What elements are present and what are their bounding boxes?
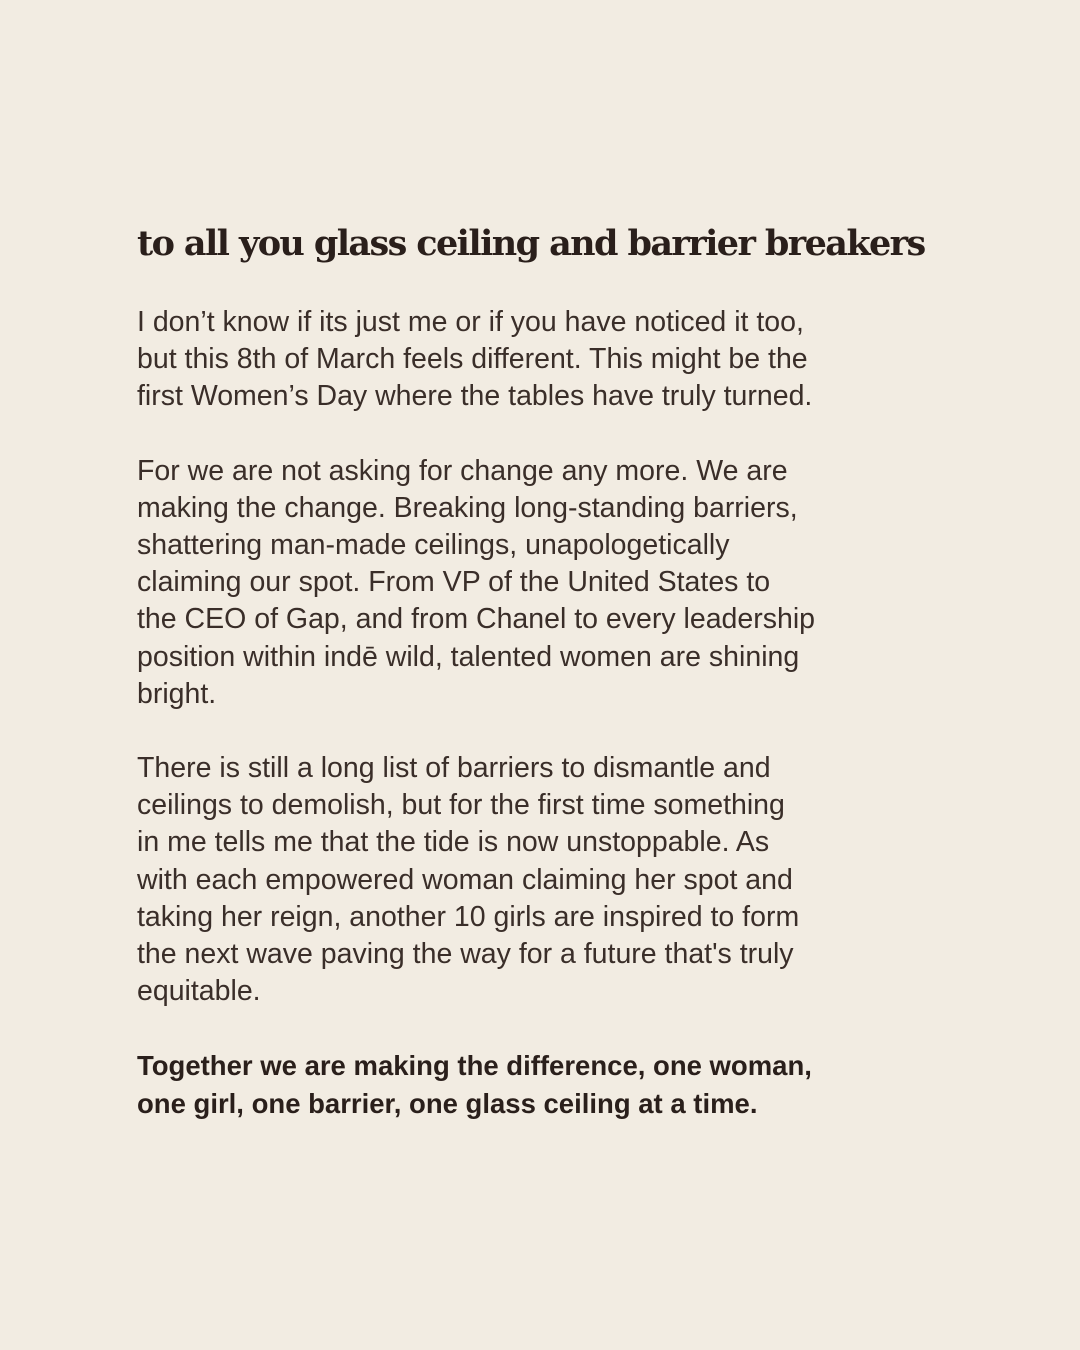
letter	[137, 214, 943, 1159]
paragraph-line: in me tells me that the tide is now unstoppable. As	[137, 826, 770, 859]
paragraph-line: with each empowered woman claiming her spot and	[137, 863, 793, 896]
paragraph-line: ceilings to demolish, but for the first time something	[137, 789, 785, 822]
paragraph-line: claiming our spot. From VP of the United States to	[137, 566, 771, 599]
paragraph-line: but this 8th of March feels different. This might be the	[137, 343, 808, 376]
paragraph-line: For we are not asking for change any more. We are	[137, 454, 788, 487]
paragraph-line: taking her reign, another 10 girls are inspired to form	[137, 900, 800, 933]
paragraph-line: bright.	[137, 677, 217, 710]
paragraph-line: equitable.	[137, 975, 261, 1008]
paragraph-barriers	[137, 750, 943, 1010]
paragraph-line: one girl, one barrier, one glass ceiling at a time.	[137, 1087, 758, 1119]
paragraph-change	[137, 453, 943, 713]
paragraph-line: There is still a long list of barriers to dismantle and	[137, 752, 771, 785]
paragraph-line: Together we are making the difference, one woman,	[137, 1050, 812, 1082]
page-title: to all you glass ceiling and barrier breakers	[137, 223, 925, 264]
paragraph-line: the next wave paving the way for a future that's truly	[137, 938, 794, 971]
paragraph-line: shattering man-made ceilings, unapologetically	[137, 529, 730, 562]
paragraph-line: the CEO of Gap, and from Chanel to every leadership	[137, 603, 816, 636]
paragraph-line: position within indē wild, talented women are shining	[137, 640, 800, 673]
paragraph-line: first Women’s Day where the tables have truly turned.	[137, 380, 813, 413]
paragraph-line: I don’t know if its just me or if you have noticed it too,	[137, 306, 804, 338]
paragraph-line: making the change. Breaking long-standing barriers,	[137, 491, 798, 524]
paragraph-intro	[137, 304, 943, 416]
paragraph-closing	[137, 1047, 943, 1121]
